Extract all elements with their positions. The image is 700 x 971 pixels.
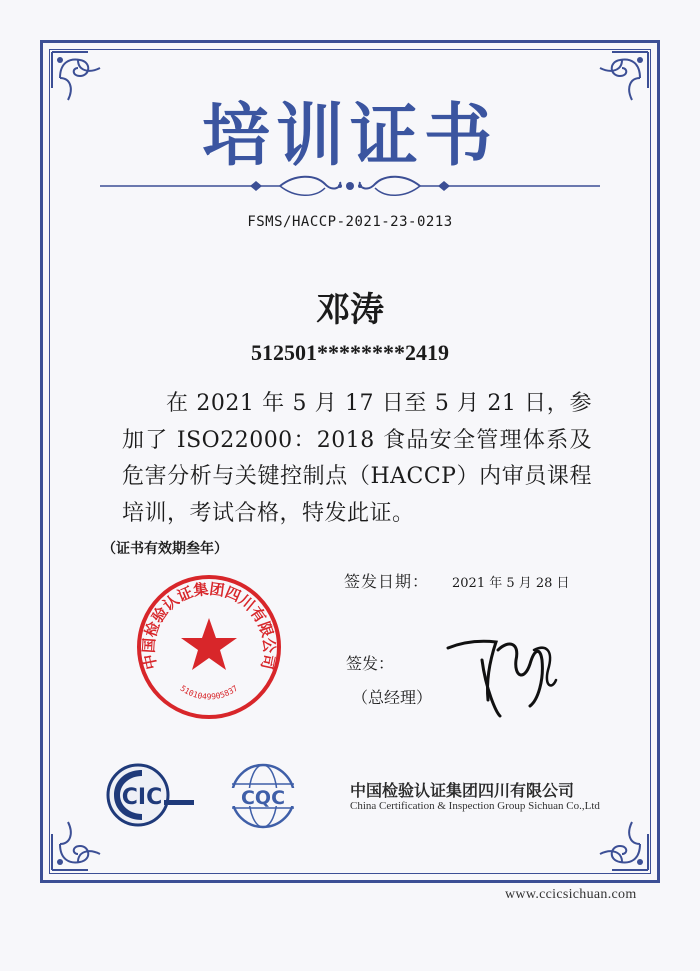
issue-date: 2021 年 5 月 28 日 — [452, 576, 570, 591]
recipient-name: 邓涛 — [316, 290, 384, 330]
issuer-website[interactable]: www.ccicsichuan.com — [505, 887, 637, 902]
cqc-logo — [218, 762, 308, 830]
certificate-number: FSMS/HACCP-2021-23-0213 — [247, 214, 453, 230]
svg-text:5101049905837 — [179, 684, 240, 702]
issue-date-label: 签发日期： — [344, 572, 430, 591]
seal-text: 中国检验认证集团四川有限公司 — [139, 579, 279, 672]
corner-ornament — [48, 812, 110, 874]
cic-logo — [102, 762, 202, 828]
signer-label: 签发： — [346, 654, 395, 673]
ornamental-divider — [100, 174, 600, 198]
certificate-title: 培训证书 — [201, 97, 498, 176]
issuer-name-cn: 中国检验认证集团四川有限公司 — [350, 781, 575, 800]
signer-role: （总经理） — [352, 688, 433, 707]
corner-ornament — [590, 812, 652, 874]
seal-code: 5101049905837 — [178, 683, 240, 702]
company-seal — [134, 572, 284, 722]
issuer-name-en: China Certification & Inspection Group Sichuan Co.,Ltd — [350, 800, 600, 812]
recipient-id-number: 512501********2419 — [251, 340, 449, 365]
cic-logo-text: CIC — [121, 785, 163, 810]
certificate-body: 在 2021 年 5 月 17 日至 5 月 21 日，参加了 ISO22000：2018 食品安全管理体系及危害分析与关键控制点（HACCP）内审员课程培训，考试合格，特发此证。 — [122, 391, 592, 526]
validity-note: （证书有效期叁年） — [102, 541, 228, 557]
cqc-logo-text: CQC — [240, 787, 286, 809]
handwritten-signature — [438, 620, 568, 720]
